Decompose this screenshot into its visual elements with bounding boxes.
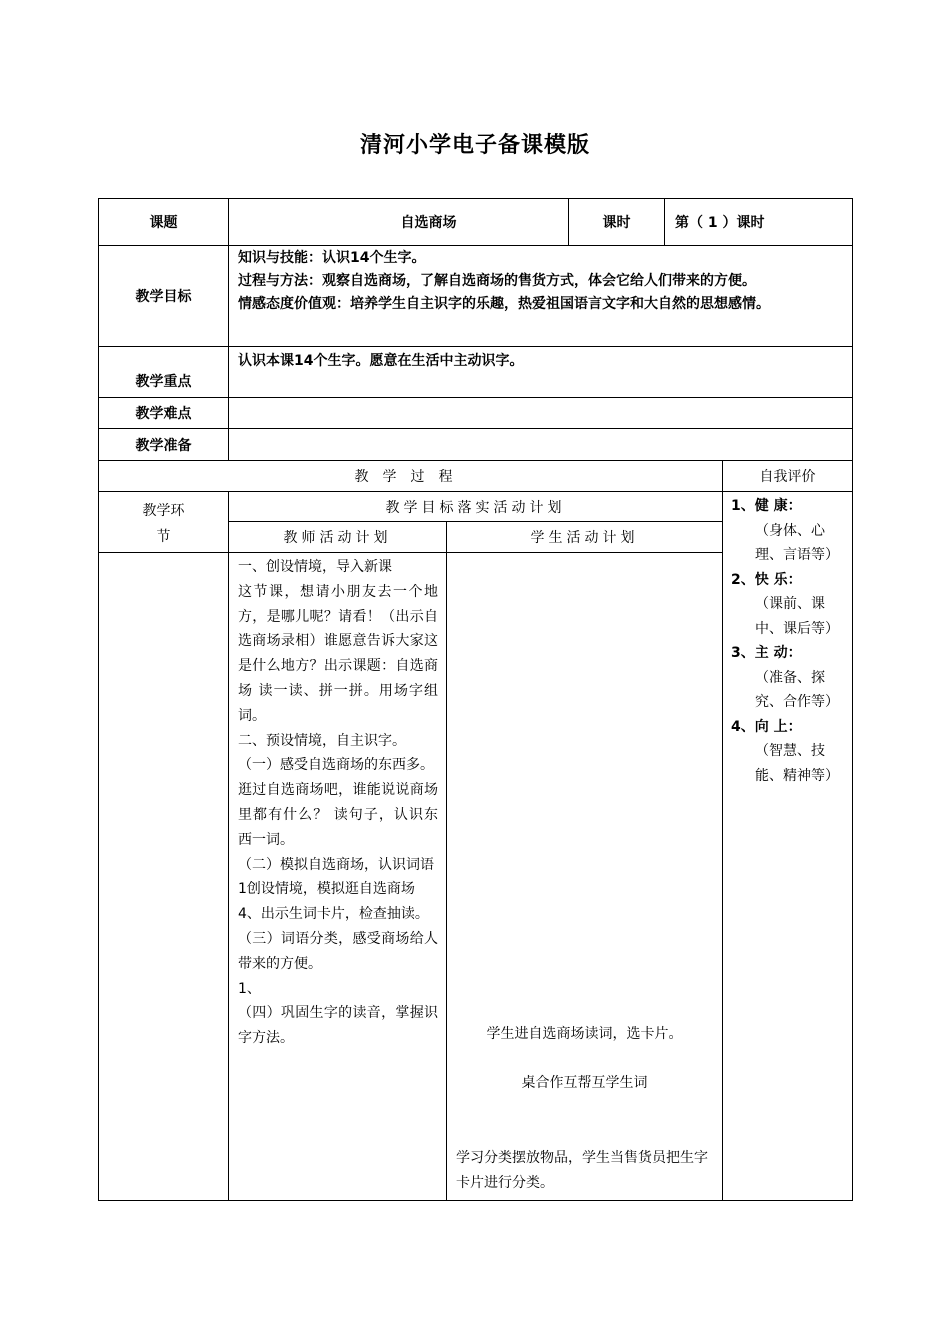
student-line: 学生进自选商场读词，选卡片。 xyxy=(486,1026,683,1042)
student-line: 桌合作互帮互学生词 xyxy=(521,1075,648,1091)
preparation-row xyxy=(99,429,853,461)
teacher-line: 这节课，想请小朋友去一个地方，是哪儿呢？请看！（出示自选商场录相）谁愿意告诉大家这是什么地方？出示课题：自选商场 读一读、拼一拼。用场字组词。 xyxy=(238,583,438,724)
topic-label: 课题 xyxy=(99,199,229,246)
period-value: 第（ 1 ）课时 xyxy=(665,199,853,246)
plan-header: 教学目标落实活动计划 xyxy=(229,492,723,522)
teacher-line: （三）词语分类，感受商场给人带来的方便。 xyxy=(238,930,438,972)
student-activities xyxy=(447,553,723,1201)
eval-item-head: 2、快 乐： xyxy=(731,571,802,588)
page-title: 清河小学电子备课模版 xyxy=(359,133,590,158)
student-line: 学习分类摆放物品，学生当售货员把生字卡片进行分类。 xyxy=(456,1150,708,1191)
teacher-activities xyxy=(229,553,447,1201)
eval-item-detail: （准备、探究、合作等） xyxy=(755,669,839,710)
teacher-line: 1、 xyxy=(238,980,261,997)
key-points-label: 教学重点 xyxy=(99,347,229,398)
goal-line: 过程与方法：观察自选商场，了解自选商场的售货方式，体会它给人们带来的方便。 xyxy=(238,273,756,289)
difficulty-label: 教学难点 xyxy=(99,398,229,429)
eval-item-detail: （课前、课中、课后等） xyxy=(755,596,839,637)
stage-label xyxy=(99,492,229,553)
difficulty-row xyxy=(99,398,853,429)
goal-line: 知识与技能：认识14个生字。 xyxy=(238,250,426,266)
key-points-row xyxy=(99,347,853,398)
goals-row xyxy=(99,246,853,347)
eval-item-detail: （身体、心理、言语等） xyxy=(755,522,839,563)
eval-item-head: 1、健 康： xyxy=(731,498,802,514)
process-header: 教学过程 xyxy=(99,461,723,492)
eval-item-head: 4、向 上： xyxy=(731,718,802,735)
eval-item-head: 3、主 动： xyxy=(731,645,802,661)
self-evaluation xyxy=(723,492,853,1201)
difficulty-value xyxy=(229,398,853,429)
teacher-line: （一）感受自选商场的东西多。 xyxy=(238,757,434,774)
teacher-line: （二）模拟自选商场，认识词语 xyxy=(238,856,434,873)
teacher-line: （四）巩固生字的读音，掌握识字方法。 xyxy=(238,1005,438,1047)
key-points-value: 认识本课14个生字。愿意在生活中主动识字。 xyxy=(229,347,853,398)
preparation-value xyxy=(229,429,853,461)
lesson-plan-table xyxy=(98,198,853,1201)
goal-line: 情感态度价值观：培养学生自主识字的乐趣，热爱祖国语言文字和大自然的思想感情。 xyxy=(238,296,770,312)
teacher-line: 逛过自选商场吧，谁能说说商场里都有什么？ 读句子，认识东西一词。 xyxy=(238,782,438,848)
teacher-line: 一、创设情境，导入新课 xyxy=(238,559,392,575)
plan-header-row xyxy=(99,492,853,522)
topic-value: 自选商场 xyxy=(229,199,569,246)
stage-label-text: 教学环节 xyxy=(142,503,185,545)
eval-item-detail: （智慧、技能、精神等） xyxy=(755,743,839,784)
goals-label: 教学目标 xyxy=(99,246,229,347)
goals-content xyxy=(229,246,853,347)
teacher-line: 4、出示生词卡片，检查抽读。 xyxy=(238,906,429,923)
stage-column xyxy=(99,553,229,1201)
period-label: 课时 xyxy=(569,199,665,246)
topic-row xyxy=(99,199,853,246)
teacher-header: 教师活动计划 xyxy=(229,522,447,553)
process-header-row xyxy=(99,461,853,492)
teacher-line: 二、预设情境，自主识字。 xyxy=(238,732,406,749)
student-header: 学生活动计划 xyxy=(447,522,723,553)
evaluation-header: 自我评价 xyxy=(723,461,853,492)
teacher-line: 1创设情境，模拟逛自选商场 xyxy=(238,881,415,898)
preparation-label: 教学准备 xyxy=(99,429,229,461)
